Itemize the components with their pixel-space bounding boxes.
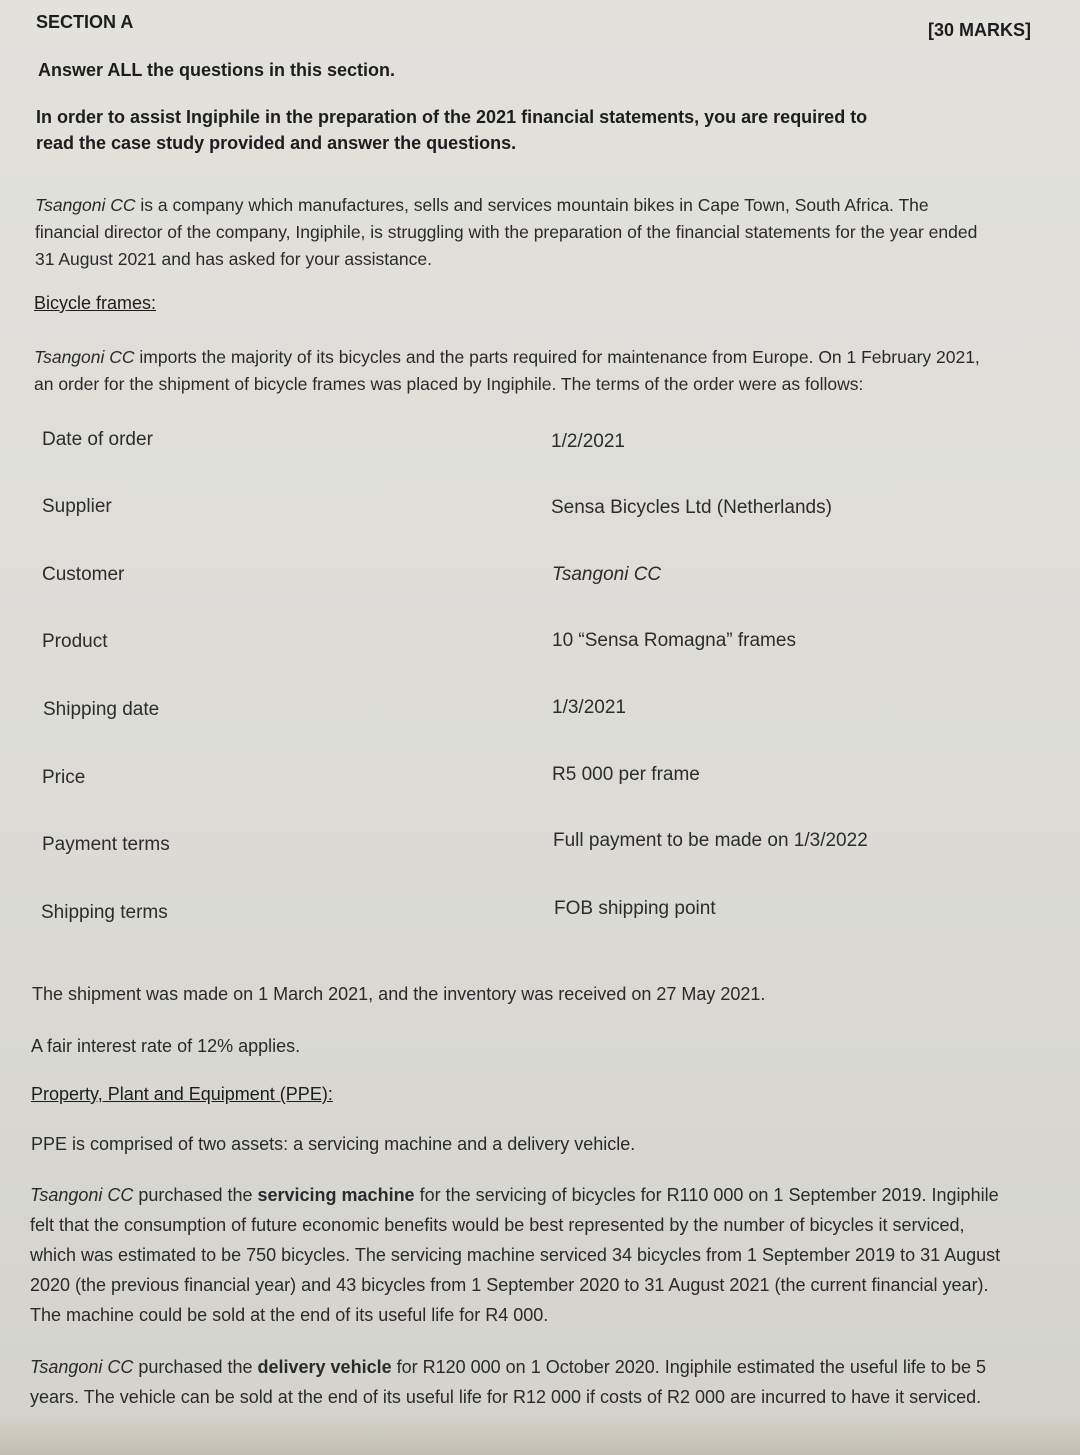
frames-line-2: an order for the shipment of bicycle frames was placed by Ingiphile. The terms of the order were as follows: [34,374,864,394]
machine-line-2: felt that the consumption of future economic benefits would be best represented by the number of bicycles it serviced, [30,1215,965,1235]
terms-row-value: 1/2/2021 [551,431,625,452]
terms-row-value: Sensa Bicycles Ltd (Netherlands) [551,497,832,518]
section-title: SECTION A [36,12,134,32]
delivery-vehicle-paragraph [30,1352,1060,1412]
machine-line-4: 2020 (the previous financial year) and 43 bicycles from 1 September 2020 to 31 August 2021 (the current financial year). [30,1275,989,1295]
vehicle-text: purchased the [133,1357,258,1377]
company-name: Tsangoni CC [34,347,135,367]
frames-line-1: imports the majority of its bicycles and the parts required for maintenance from Europe. On 1 February 2021, [134,347,980,367]
instruction-text: Answer ALL the questions in this section. [38,60,396,80]
servicing-machine-term: servicing machine [257,1185,415,1205]
page-bottom-shadow [0,1415,1080,1455]
machine-line-3: which was estimated to be 750 bicycles. The servicing machine serviced 34 bicycles from 1 September 2019 to 31 August [30,1245,1001,1265]
bicycle-frames-heading: Bicycle frames: [34,293,157,313]
intro-line-2: financial director of the company, Ingiphile, is struggling with the preparation of the financial statements for the year ended [35,222,978,242]
intro-line-3: 31 August 2021 and has asked for your assistance. [35,249,432,269]
terms-row-label: Price [42,767,86,788]
company-name: Tsangoni CC [30,1185,134,1205]
task-line-2: read the case study provided and answer the questions. [36,133,517,153]
interest-note: A fair interest rate of 12% applies. [31,1036,301,1056]
terms-row-value: Full payment to be made on 1/3/2022 [553,830,868,851]
ppe-intro: PPE is comprised of two assets: a servicing machine and a delivery vehicle. [31,1134,636,1154]
machine-text: purchased the [133,1185,258,1205]
company-name: Tsangoni CC [30,1357,134,1377]
delivery-vehicle-term: delivery vehicle [257,1357,392,1377]
terms-row-label: Supplier [42,496,112,517]
terms-row-value: 10 “Sensa Romagna” frames [552,630,796,651]
terms-row-value: Tsangoni CC [552,564,662,585]
terms-row-value: R5 000 per frame [552,764,700,785]
vehicle-text: for R120 000 on 1 October 2020. Ingiphile estimated the useful life to be 5 [391,1357,986,1377]
intro-paragraph [35,192,1045,273]
bicycle-frames-paragraph [34,344,1044,398]
terms-row-value: 1/3/2021 [552,697,626,718]
vehicle-line-2: years. The vehicle can be sold at the end of its useful life for R12 000 if costs of R2 000 are incurred to have it serviced. [30,1387,982,1407]
ppe-heading: Property, Plant and Equipment (PPE): [31,1084,333,1104]
machine-text: for the servicing of bicycles for R110 000 on 1 September 2019. Ingiphile [414,1185,999,1205]
terms-row-value: FOB shipping point [554,898,716,919]
terms-row-label: Shipping terms [41,902,168,923]
terms-row-label: Shipping date [43,699,160,720]
terms-row-label: Payment terms [42,834,170,855]
terms-row-label: Product [42,631,108,652]
marks-label: [30 MARKS] [928,20,1032,40]
intro-line-1: is a company which manufactures, sells and services mountain bikes in Cape Town, South Africa. The [135,195,929,215]
terms-row-label: Customer [42,564,125,585]
servicing-machine-paragraph [30,1180,1060,1330]
machine-line-5: The machine could be sold at the end of its useful life for R4 000. [30,1305,549,1325]
company-name: Tsangoni CC [35,195,136,215]
terms-row-label: Date of order [42,429,153,450]
shipment-note: The shipment was made on 1 March 2021, and the inventory was received on 27 May 2021. [32,984,766,1004]
task-line-1: In order to assist Ingiphile in the preparation of the 2021 financial statements, you are required to [36,107,868,127]
